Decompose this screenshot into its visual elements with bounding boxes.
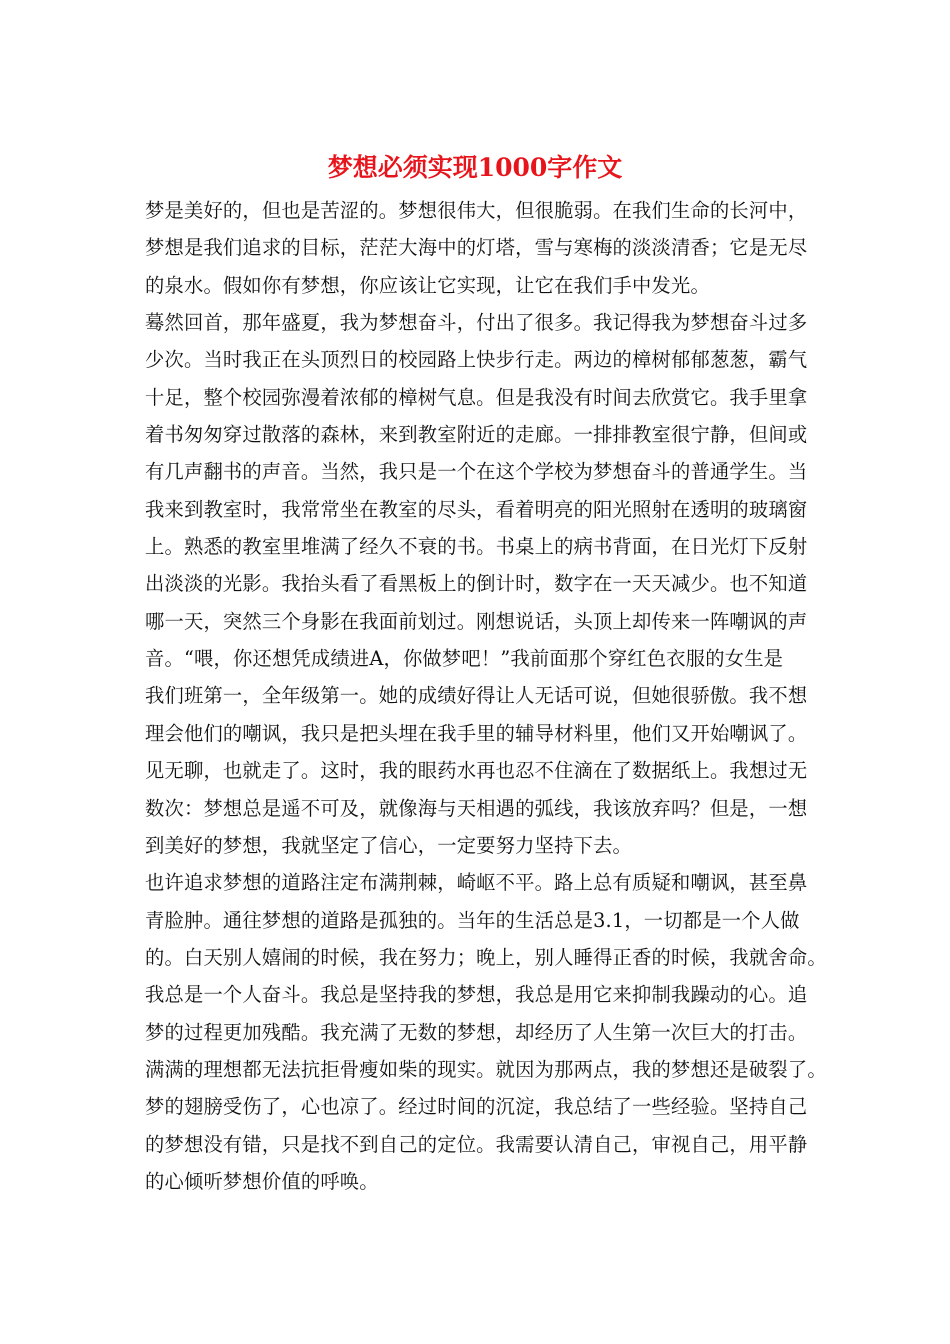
document-body	[145, 192, 827, 1200]
text-line: 蓦然回首，那年盛夏，我为梦想奋斗，付出了很多。我记得我为梦想奋斗过多	[145, 311, 808, 335]
text-line: 我总是一个人奋斗。我总是坚持我的梦想，我总是用它来抑制我躁动的心。追	[145, 983, 808, 1007]
text-line: 数次：梦想总是遥不可及，就像海与天相遇的弧线，我该放弃吗？但是，一想	[145, 796, 808, 820]
text-line: 满满的理想都无法抗拒骨瘦如柴的现实。就因为那两点，我的梦想还是破裂了。	[145, 1057, 827, 1081]
text-line: 的泉水。假如你有梦想，你应该让它实现，让它在我们手中发光。	[145, 273, 710, 297]
text-line: 出淡淡的光影。我抬头看了看黑板上的倒计时，数字在一天天减少。也不知道	[145, 572, 808, 596]
text-line: 哪一天，突然三个身影在我面前划过。刚想说话，头顶上却传来一阵嘲讽的声	[145, 609, 808, 633]
text-line: 少次。当时我正在头顶烈日的校园路上快步行走。两边的樟树郁郁葱葱，霸气	[145, 348, 808, 372]
text-line: 青脸肿。通往梦想的道路是孤独的。当年的生活总是3.1，一切都是一个人做	[145, 908, 800, 932]
text-line: 梦想是我们追求的目标，茫茫大海中的灯塔，雪与寒梅的淡淡清香；它是无尽	[145, 236, 808, 260]
text-line: 的梦想没有错，只是找不到自己的定位。我需要认清自己，审视自己，用平静	[145, 1132, 808, 1156]
text-line: 见无聊，也就走了。这时，我的眼药水再也忍不住滴在了数据纸上。我想过无	[145, 759, 808, 783]
text-line: 有几声翻书的声音。当然，我只是一个在这个学校为梦想奋斗的普通学生。当	[145, 460, 808, 484]
document-title: 梦想必须实现1000字作文	[327, 153, 623, 182]
text-line: 理会他们的嘲讽，我只是把头埋在我手里的辅导材料里，他们又开始嘲讽了。	[145, 721, 808, 745]
text-line: 梦的翅膀受伤了，心也凉了。经过时间的沉淀，我总结了一些经验。坚持自己	[145, 1095, 808, 1119]
text-line: 到美好的梦想，我就坚定了信心，一定要努力坚持下去。	[145, 833, 633, 857]
text-line: 我们班第一，全年级第一。她的成绩好得让人无话可说，但她很骄傲。我不想	[145, 684, 808, 708]
text-line: 上。熟悉的教室里堆满了经久不衰的书。书桌上的病书背面，在日光灯下反射	[145, 535, 808, 559]
text-line: 十足，整个校园弥漫着浓郁的樟树气息。但是我没有时间去欣赏它。我手里拿	[145, 385, 808, 409]
text-line: 梦是美好的，但也是苦涩的。梦想很伟大，但很脆弱。在我们生命的长河中，	[145, 199, 808, 222]
text-line: 音。“喂，你还想凭成绩进A，你做梦吧！”我前面那个穿红色衣服的女生是	[145, 647, 784, 671]
text-line: 梦的过程更加残酷。我充满了无数的梦想，却经历了人生第一次巨大的打击。	[145, 1020, 808, 1044]
text-line: 也许追求梦想的道路注定布满荆棘，崎岖不平。路上总有质疑和嘲讽，甚至鼻	[145, 871, 808, 895]
text-line: 我来到教室时，我常常坐在教室的尽头，看着明亮的阳光照射在透明的玻璃窗	[145, 497, 808, 521]
text-line: 着书匆匆穿过散落的森林，来到教室附近的走廊。一排排教室很宁静，但间或	[145, 423, 808, 447]
text-line: 的。白天别人嬉闹的时候，我在努力；晚上，别人睡得正香的时候，我就舍命。	[145, 945, 827, 969]
text-line: 的心倾听梦想价值的呼唤。	[145, 1169, 379, 1193]
